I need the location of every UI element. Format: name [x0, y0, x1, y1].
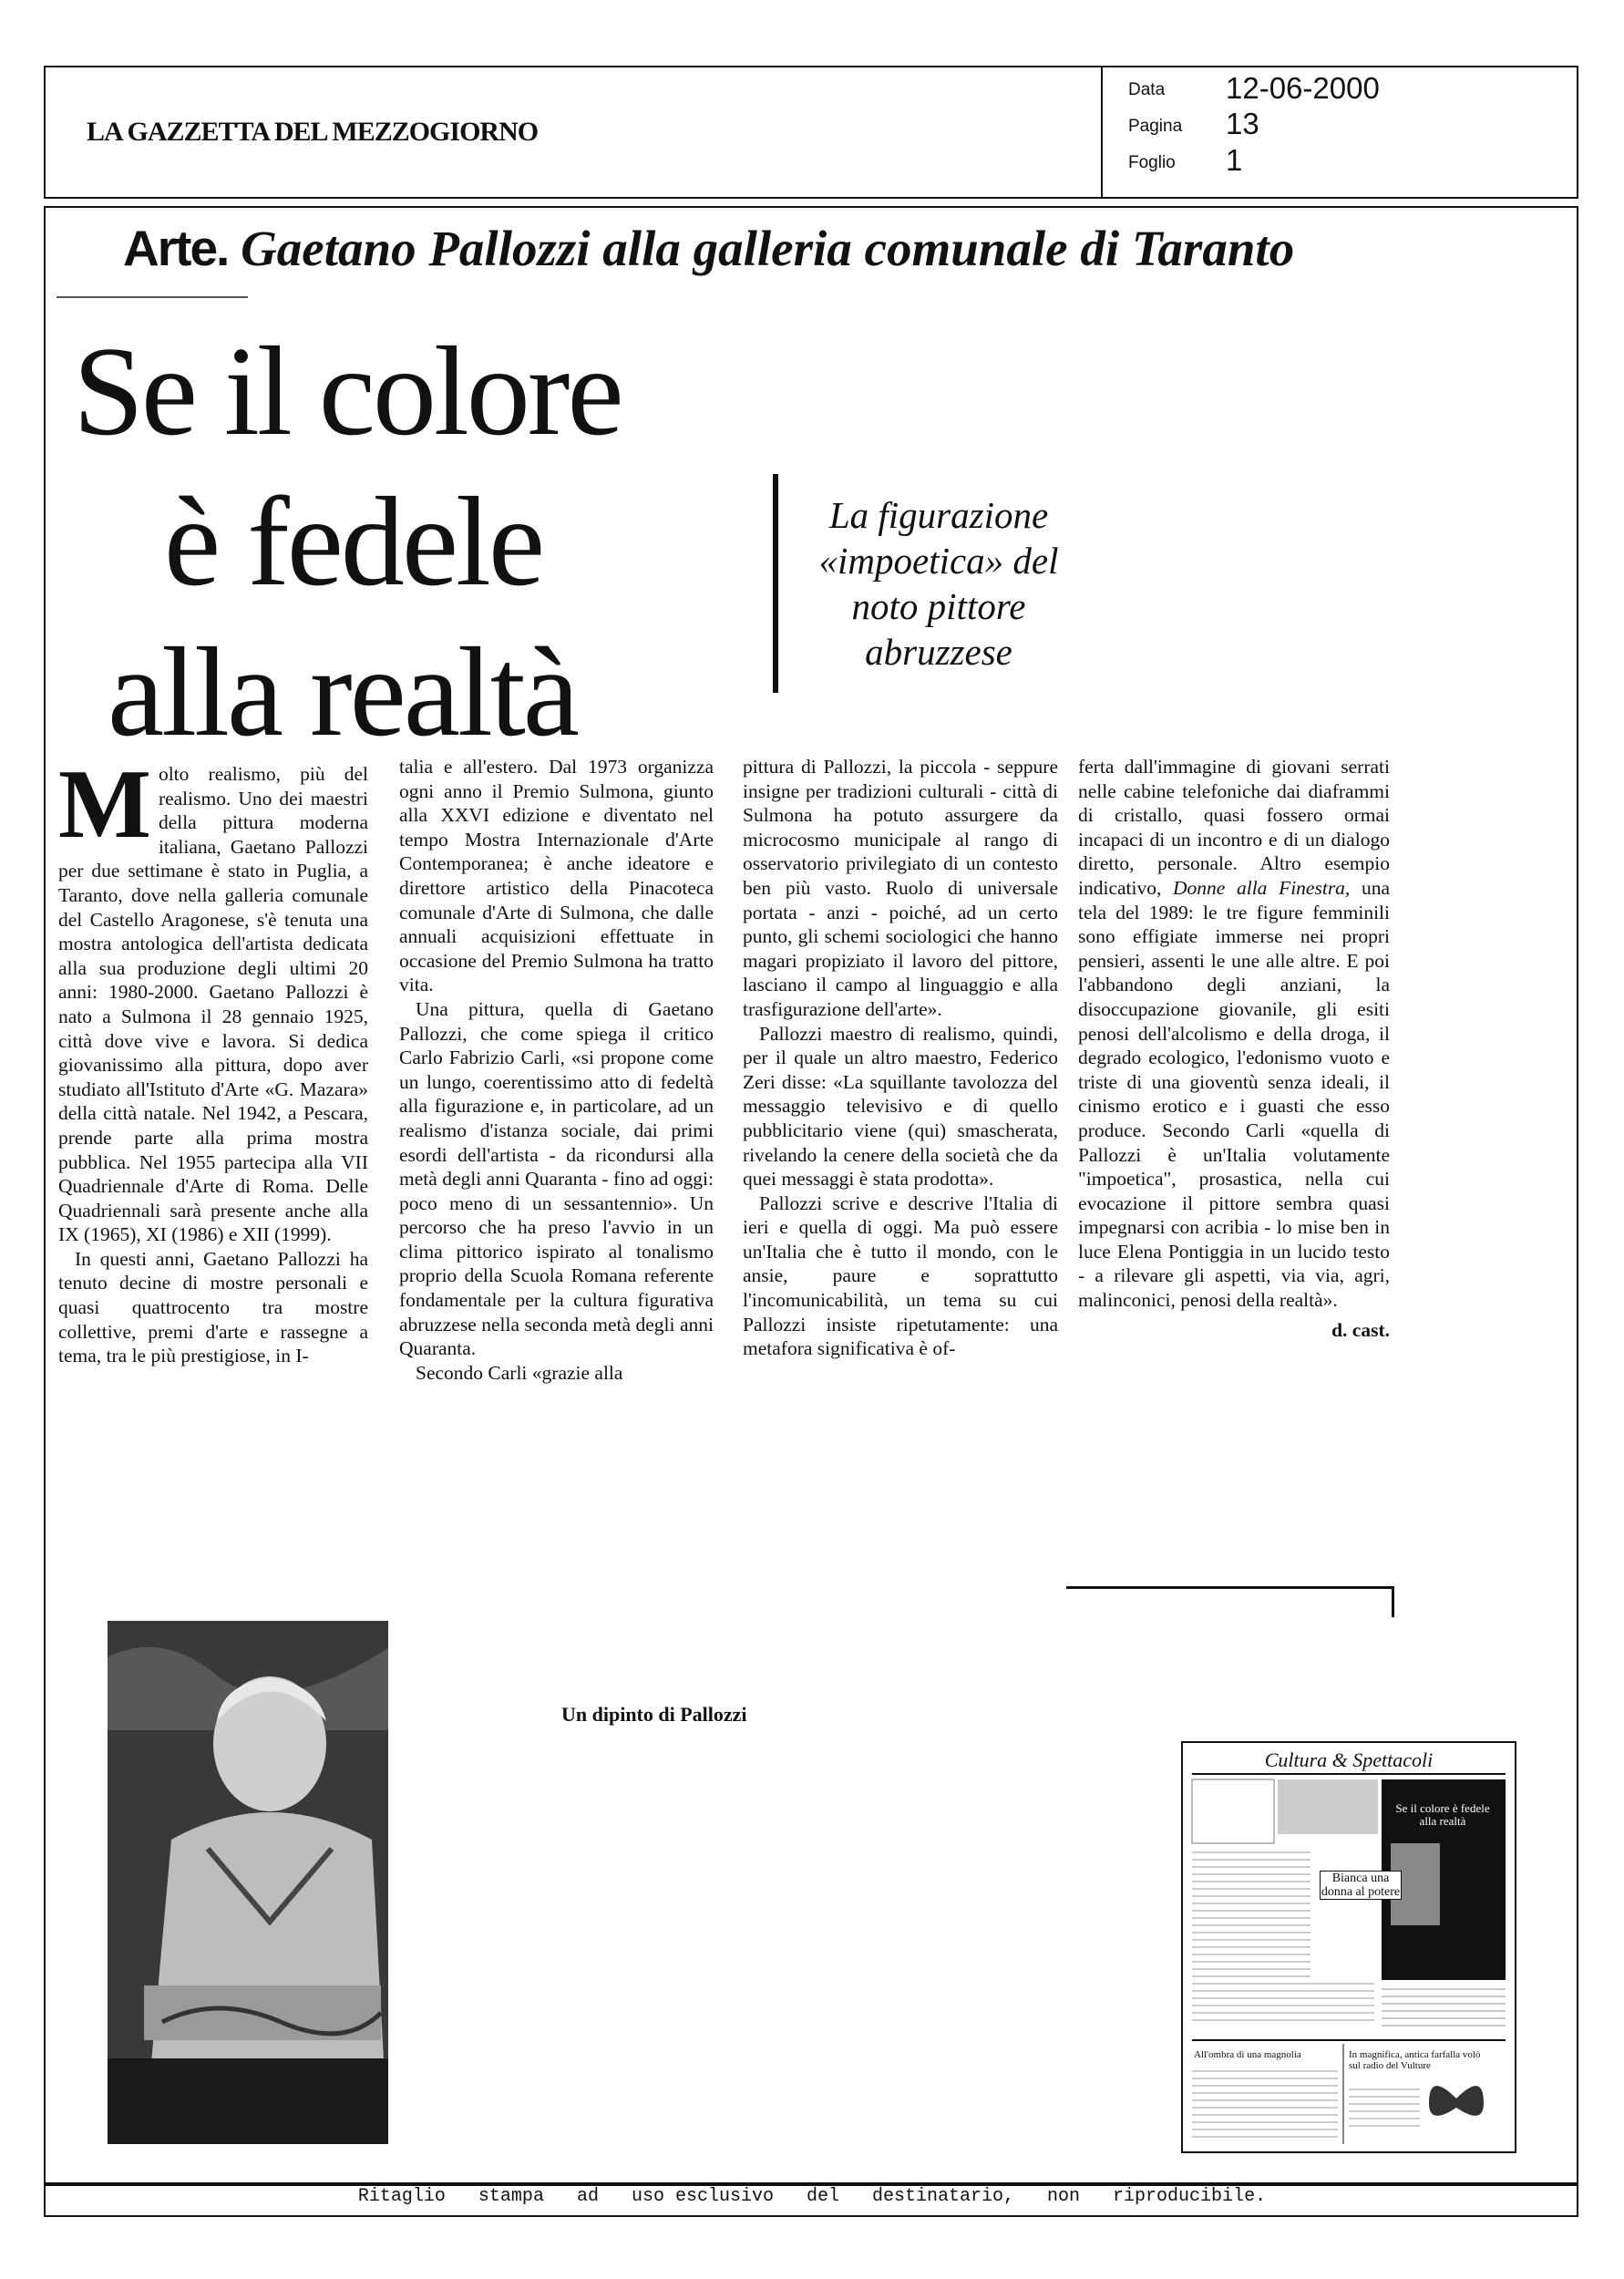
- page-value: 13: [1226, 107, 1259, 140]
- article-column-3: [743, 755, 1058, 1361]
- paragraph: una tela del 1989: le tre figure femminili sono effigiate immerse nei propri pensieri, assenti le une alle altre. E poi l'abbandono degli anziani, la disoccupazione giovanile, gli esiti penosi dell'alcolismo e della droga, il degrado ecologico, l'edonismo vuoto e triste di una gioventù senza ideali, il cinismo erotico e i guasti che esso produce. Secondo Carli «quella di Pallozzi è un'Italia volutamente "impoetica", prosastica, nella cui evocazione il pittore sembra quasi impegnarsi con acribia - lo mise ben in luce Elena Pontiggia in un lucido testo - a rilevare gli aspetti, via via, agri, malinconici, penosi della realtà».: [1078, 876, 1391, 1312]
- thumbnail-headline-2: Bianca una donna al potere: [1321, 1872, 1401, 1899]
- article-kicker: [123, 219, 1294, 277]
- artwork-title: Donne alla Finestra,: [1173, 876, 1351, 899]
- sheet-value: 1: [1226, 143, 1243, 177]
- author-signature: d. cast.: [1331, 1318, 1390, 1341]
- artist-photo: [108, 1621, 388, 2144]
- thumbnail-headline: Se il colore è fedele alla realtà: [1393, 1799, 1493, 1830]
- page-thumbnail: [1181, 1741, 1516, 2153]
- paragraph: Pallozzi maestro di realismo, quindi, per il quale un altro maestro, Federico Zeri disse: «La squillante tavolozza del messaggio televisivo e di quello pubblicitario viene (qui) smascherata, rivelando la cenere della società che da quei messaggi è stata prodotta».: [743, 1022, 1058, 1191]
- headline-line-2: è fedele: [164, 471, 543, 613]
- deck-bar: [773, 474, 778, 693]
- artist-photo-image: [108, 1621, 388, 2144]
- photo-caption: Un dipinto di Pallozzi: [561, 1703, 747, 1726]
- date-value: 12-06-2000: [1226, 71, 1380, 105]
- header-divider: [1101, 66, 1103, 199]
- kicker-text: Gaetano Pallozzi alla galleria comunale di Taranto: [241, 221, 1295, 276]
- paragraph: ferta dall'immagine di giovani serrati nelle cabine telefoniche dai diaframmi di cristallo, quasi fossero ormai incapaci di un incontro e di un dialogo diretto, personale. Altro esempio indicativo,: [1078, 756, 1390, 899]
- paragraph: Pallozzi scrive e descrive l'Italia di ieri e quella di oggi. Ma può essere un'Italia che è tutto il mondo, con le ansie, paure e soprattutto l'incomunicabilità, un tema su cui Pallozzi insiste ripetutamente: una metafora significativa è of-: [743, 1191, 1058, 1360]
- drop-cap: M: [58, 750, 151, 859]
- kicker-rule: [57, 296, 248, 298]
- kicker-keyword: Arte.: [123, 220, 229, 276]
- footer-notice: Ritaglio stampa ad uso esclusivo del destinatario, non riproducibile.: [357, 2186, 1267, 2207]
- paragraph: Secondo Carli «grazie alla: [416, 1361, 623, 1384]
- article-deck: La figurazione «impoetica» del noto pittore abruzzese: [818, 494, 1059, 673]
- article-column-2: [399, 755, 714, 1385]
- paragraph: olto realismo, più del realismo. Uno dei maestri della pittura moderna italiana, Gaetano Pallozzi per due settimane è stato in Puglia, a Taranto, dove nella galleria comunale del Castello Aragonese, s'è tenuta una mostra antologica dell'artista dedicata alla sua produzione degli ultimi 20 anni: 1980-2000. Gaetano Pallozzi è nato a Sulmona il 28 gennaio 1925, città dove vive e lavora. Si dedica giovanissimo alla pittura, dopo aver studiato all'Istituto d'Arte «G. Mazara» della città natale. Nel 1942, a Pescara, prende parte alla prima mostra pubblica. Nel 1955 partecipa alla VII Quadriennale d'Arte di Roma. Delle Quadriennali sarà presente anche alla IX (1965), XI (1986) e XII (1999).: [58, 763, 368, 1246]
- paragraph: pittura di Pallozzi, la piccola - seppure insigne per tradizioni culturali - città di Sulmona ha potuto assurgere da microcosmo municipale al rango di osservatorio privilegiato di un contesto ben più vasto. Ruolo di universale portata - anzi - poiché, ad un certo punto, gli schemi sociologici che hanno magari propiziato il lavoro del pittore, lasciano il campo al linguaggio e alla trasfigurazione dell'arte».: [743, 756, 1058, 1020]
- paragraph: In questi anni, Gaetano Pallozzi ha tenuto decine di mostre personali e quasi quattrocento tra mostre collettive, premi d'arte e rassegne a tema, tra le più prestigiose, in I-: [58, 1247, 368, 1367]
- headline-line-1: Se il colore: [73, 321, 622, 462]
- headline-line-3: alla realtà: [108, 622, 577, 763]
- page-label: Pagina: [1128, 117, 1183, 136]
- end-rule: [1066, 1586, 1394, 1589]
- article-column-4: [1078, 755, 1390, 1342]
- newspaper-masthead: LA GAZZETTA DEL MEZZOGIORNO: [87, 117, 539, 147]
- date-label: Data: [1128, 80, 1166, 99]
- thumbnail-section-title: Cultura & Spettacoli: [1264, 1748, 1434, 1771]
- paragraph: Una pittura, quella di Gaetano Pallozzi, che come spiega il critico Carlo Fabrizio Carli, «si propone come un lungo, coerentissimo atto di fedeltà alla figurazione e, in particolare, ad un realismo d'istanza sociale, dai primi esordi dell'artista - da ricondursi alla metà degli anni Quaranta - fino ad oggi: poco meno di un sessantennio». Un percorso che ha preso l'avvio in un clima pittorico ispirato al tonalismo proprio della Scuola Romana referente fondamentale per la cultura figurativa abruzzese nella seconda metà degli anni Quaranta.: [399, 997, 714, 1360]
- thumbnail-story-1: All'ombra di una magnolia: [1194, 2049, 1301, 2060]
- article-column-1: [58, 750, 368, 1368]
- paragraph: talia e all'estero. Dal 1973 organizza ogni anno il Premio Sulmona, giunto alla XXVI edizione e diventato nel tempo Mostra Internazionale d'Arte Contemporanea; è anche ideatore e direttore artistico della Pinacoteca comunale d'Arte di Sulmona, che dalle annuali acquisizioni effettuate in occasione del Premio Sulmona ha tratto vita.: [399, 756, 714, 996]
- thumbnail-story-2: In magnifica, antica farfalla volò sul radio del Vulture: [1349, 2049, 1481, 2071]
- end-rule-tick: [1392, 1586, 1394, 1617]
- sheet-label: Foglio: [1128, 153, 1176, 172]
